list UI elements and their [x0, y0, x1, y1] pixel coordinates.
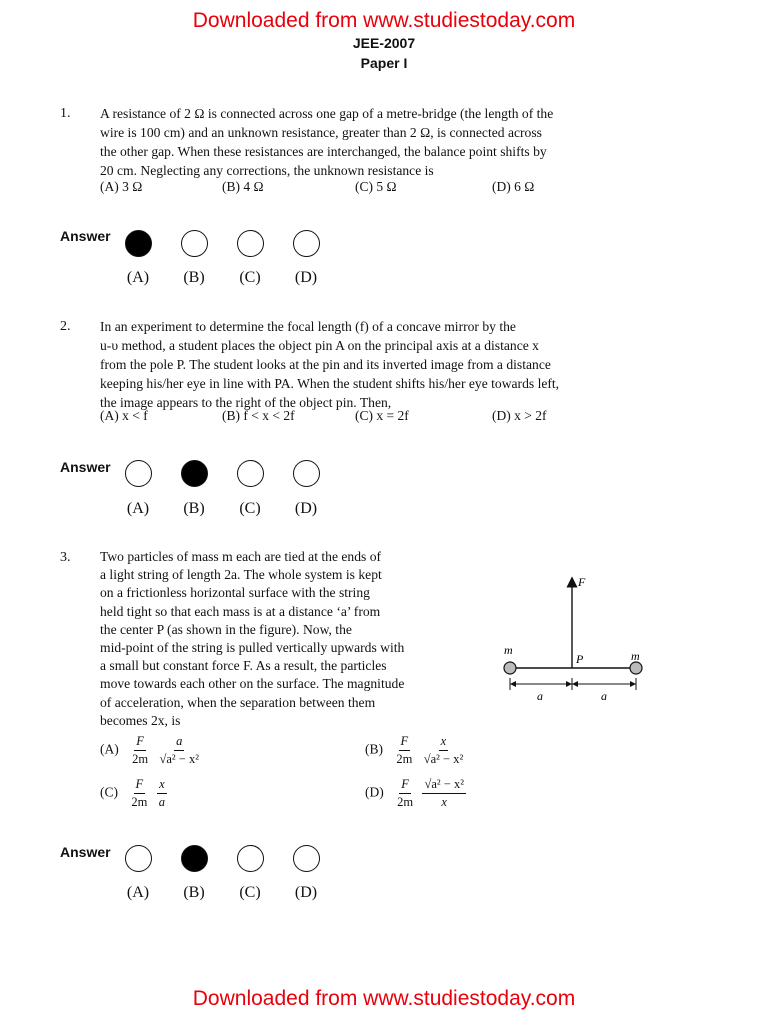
q1-line: 20 cm. Neglecting any corrections, the unknown resistance is — [100, 163, 434, 178]
question-1-number: 1. — [60, 106, 71, 121]
q3-line: the center P (as shown in the figure). Now, the — [100, 621, 352, 637]
right-mass-label: m — [631, 649, 640, 663]
fraction — [422, 734, 465, 767]
q2-bubble-c[interactable] — [237, 460, 264, 487]
q1-option-b: (B) 4 Ω — [222, 179, 264, 194]
question-3-text — [100, 548, 475, 730]
q2-bubble-letter-c: (C) — [239, 500, 261, 517]
numerator: √a² − x² — [422, 777, 465, 794]
numerator: F — [134, 734, 146, 751]
numerator: F — [399, 777, 411, 794]
force-label: F — [578, 575, 586, 589]
q1-bubble-letter-d: (D) — [294, 269, 318, 286]
q3-option-d-label: (D) — [365, 784, 384, 800]
bottom-banner-link[interactable]: Downloaded from www.studiestoday.com — [192, 987, 576, 1010]
q3-line: move towards each other on the surface. The magnitude — [100, 676, 405, 692]
q2-bubble-letter-a: (A) — [126, 500, 150, 517]
denominator: x — [441, 795, 447, 809]
q2-option-a: (A) x < f — [100, 408, 148, 423]
numerator: F — [399, 734, 411, 751]
q3-bubble-b-selected[interactable] — [181, 845, 208, 872]
q3-bubble-c[interactable] — [237, 845, 264, 872]
q2-option-d: (D) x > 2f — [492, 408, 547, 423]
denominator: 2m — [132, 752, 149, 766]
fraction — [129, 777, 149, 810]
q3-option-d — [365, 777, 466, 810]
q3-line: a light string of length 2a. The whole system is kept — [100, 567, 382, 583]
fraction — [394, 734, 414, 767]
q2-line: the image appears to the right of the object pin. Then, — [100, 395, 392, 410]
denominator: √a² − x² — [159, 752, 199, 766]
q2-option-b: (B) f < x < 2f — [222, 408, 295, 423]
q3-line: a small but constant force F. As a result, the particles — [100, 658, 387, 674]
q1-answer-label: Answer — [60, 228, 111, 244]
fraction — [157, 777, 167, 810]
paper-title: Paper I — [360, 55, 408, 71]
q1-line: the other gap. When these resistances are interchanged, the balance point shifts by — [100, 144, 547, 159]
q2-bubble-letter-d: (D) — [294, 500, 318, 517]
q1-line: A resistance of 2 Ω is connected across one gap of a metre-bridge (the length of the — [100, 106, 554, 121]
fraction — [422, 777, 465, 810]
q1-option-c: (C) 5 Ω — [355, 179, 397, 194]
q1-bubble-d[interactable] — [293, 230, 320, 257]
question-1-text — [100, 104, 645, 180]
fraction — [395, 777, 415, 810]
q2-bubble-d[interactable] — [293, 460, 320, 487]
q2-line: keeping his/her eye in line with PA. When the student shifts his/her eye towards left, — [100, 376, 560, 391]
denominator: a — [158, 795, 165, 809]
question-2-text — [100, 317, 645, 412]
q2-answer-label: Answer — [60, 459, 111, 475]
denominator: 2m — [131, 795, 148, 809]
q3-bubble-d[interactable] — [293, 845, 320, 872]
q3-line: mid-point of the string is pulled vertically upwards with — [100, 640, 405, 656]
q1-line: wire is 100 cm) and an unknown resistance, greater than 2 Ω, is connected across — [100, 125, 542, 140]
left-mass-label: m — [504, 643, 513, 657]
numerator: x — [439, 734, 449, 751]
center-label: P — [576, 652, 584, 666]
q3-bubble-letter-d: (D) — [294, 884, 318, 901]
q3-option-b — [365, 734, 465, 767]
q3-option-a-label: (A) — [100, 741, 119, 757]
q3-line: becomes 2x, is — [100, 712, 181, 728]
q1-bubble-letter-b: (B) — [183, 269, 205, 286]
denominator: 2m — [396, 752, 413, 766]
q3-bubble-letter-a: (A) — [126, 884, 150, 901]
q3-option-c — [100, 777, 167, 810]
fraction — [130, 734, 150, 767]
fraction — [157, 734, 200, 767]
q3-bubble-letter-c: (C) — [239, 884, 261, 901]
numerator: x — [157, 777, 167, 794]
q1-option-a: (A) 3 Ω — [100, 179, 143, 194]
left-mass-ball — [504, 662, 516, 674]
denominator: 2m — [397, 795, 414, 809]
q3-bubble-letter-b: (B) — [183, 884, 205, 901]
question-3-number: 3. — [60, 550, 71, 565]
q2-line: from the pole P. The student looks at the pin and its inverted image from a distance — [100, 357, 551, 372]
q1-bubble-c[interactable] — [237, 230, 264, 257]
q3-line: Two particles of mass m each are tied at the ends of — [100, 549, 382, 564]
q2-bubble-letter-b: (B) — [183, 500, 205, 517]
q1-bubble-letter-a: (A) — [126, 269, 150, 286]
q3-answer-label: Answer — [60, 844, 111, 860]
q2-bubble-b-selected[interactable] — [181, 460, 208, 487]
q1-bubble-letter-c: (C) — [239, 269, 261, 286]
q3-option-a — [100, 734, 201, 767]
exam-title: JEE-2007 — [352, 35, 416, 51]
q1-bubble-b[interactable] — [181, 230, 208, 257]
q3-option-b-label: (B) — [365, 741, 383, 757]
q3-string-figure — [495, 570, 655, 710]
left-distance-label: a — [537, 689, 543, 703]
q1-option-d: (D) 6 Ω — [492, 179, 535, 194]
q3-bubble-a[interactable] — [125, 845, 152, 872]
right-distance-label: a — [601, 689, 607, 703]
q3-line: on a frictionless horizontal surface with the string — [100, 585, 370, 601]
q3-option-c-label: (C) — [100, 784, 118, 800]
top-banner-link[interactable]: Downloaded from www.studiestoday.com — [192, 9, 576, 32]
numerator: F — [134, 777, 146, 794]
q2-bubble-a[interactable] — [125, 460, 152, 487]
q2-line: u-υ method, a student places the object pin A on the principal axis at a distance x — [100, 338, 539, 353]
q2-option-c: (C) x = 2f — [355, 408, 409, 423]
question-2-number: 2. — [60, 319, 71, 334]
right-mass-ball — [630, 662, 642, 674]
numerator: a — [174, 734, 184, 751]
denominator: √a² − x² — [423, 752, 464, 766]
q3-line: of acceleration, when the separation between them — [100, 694, 376, 710]
q3-line: held tight so that each mass is at a distance ‘a’ from — [100, 603, 381, 619]
q1-bubble-a-selected[interactable] — [125, 230, 152, 257]
q2-line: In an experiment to determine the focal length (f) of a concave mirror by the — [100, 319, 516, 334]
